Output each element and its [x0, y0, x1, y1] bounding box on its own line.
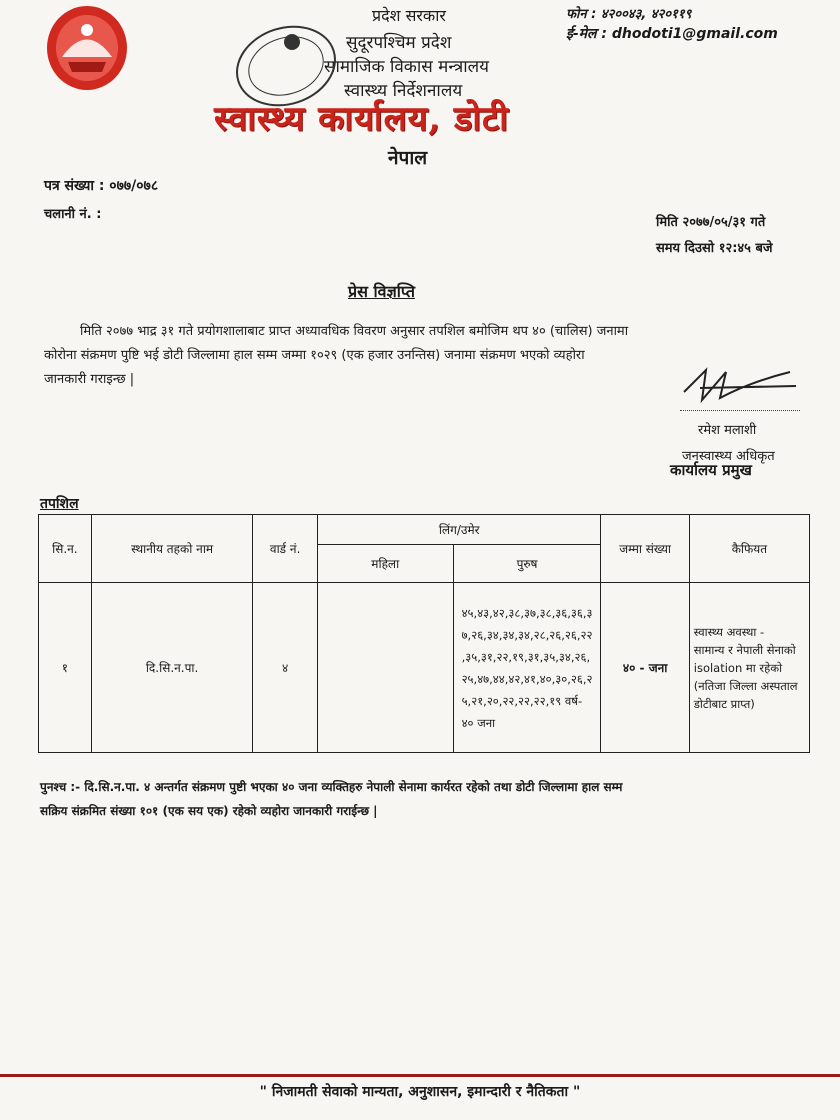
col-header-female: महिला: [317, 545, 453, 583]
table-row: [39, 583, 810, 753]
email-address: ई-मेल : dhodoti1@gmail.com: [566, 26, 778, 42]
col-header-ward: वार्ड नं.: [253, 515, 317, 583]
letterhead-line-directorate: स्वास्थ्य निर्देशनालय: [344, 81, 463, 101]
phone-numbers: फोन : ४२००४३, ४२०११९: [566, 7, 692, 22]
dispatch-number: चलानी नं. :: [44, 207, 102, 222]
signature-line: [680, 410, 800, 411]
remarks-line: डोटीबाट प्राप्त): [693, 696, 755, 711]
letterhead-line-province: सुदूरपश्चिम प्रदेश: [346, 33, 452, 53]
notice-line-2: कोरोना संक्रमण पुष्टि भई डोटी जिल्लामा हाल सम्म जम्मा १०२९ (एक हजार उनन्तिस) जनामा संक्रमण भएको व्यहोरा: [44, 348, 585, 363]
cell-sn: १: [39, 583, 92, 753]
cell-ward: ४: [253, 583, 317, 753]
male-ages-line: ७,२६,३४,३४,३४,२८,२६,२६,२२: [461, 627, 593, 642]
letter-time: समय दिउसो १२:४५ बजे: [656, 241, 773, 256]
cell-local-level: दि.सि.न.पा.: [91, 583, 253, 753]
male-ages-line: ४५,४३,४२,३८,३७,३८,३६,३६,३: [461, 605, 593, 620]
letter-number: पत्र संख्या : ०७७/०७८: [44, 178, 159, 194]
footer-divider: [0, 1074, 840, 1077]
cell-remarks: [689, 583, 809, 753]
col-header-male: पुरुष: [453, 545, 601, 583]
male-ages-line: ४० जना: [461, 715, 496, 730]
infection-details-table: [38, 514, 810, 753]
signatory-designation: जनस्वास्थ्य अधिकृत: [682, 449, 775, 464]
postscript-line-1: पुनश्च :- दि.सि.न.पा. ४ अन्तर्गत संक्रमण पुष्टी भएका ४० जना व्यक्तिहरु नेपाली सेनामा कार्यरत रहेको तथा डोटी जिल्लामा हाल सम्म: [40, 780, 623, 794]
male-ages-line: ५,२१,२०,२२,२२,२२,१९ वर्ष-: [461, 693, 583, 708]
col-header-sn: सि.न.: [39, 515, 92, 583]
signatory-name: रमेश मलाशी: [698, 423, 757, 438]
notice-line-1: मिति २०७७ भाद्र ३१ गते प्रयोगशालाबाट प्राप्त अध्यावधिक विवरण अनुसार तपशिल बमोजिम थप ४० (चालिस) जनामा: [80, 324, 629, 339]
remarks-line: (नतिजा जिल्ला अस्पताल: [693, 678, 798, 693]
remarks-line: सामान्य र नेपाली सेनाको: [693, 642, 796, 657]
cell-total: ४० - जना: [601, 583, 689, 753]
letterhead-line-ministry: सामाजिक विकास मन्त्रालय: [324, 57, 490, 77]
col-header-total: जम्मा संख्या: [601, 515, 689, 583]
cell-female: [317, 583, 453, 753]
nepal-emblem-logo: [44, 2, 130, 94]
table-caption: तपशिल: [40, 496, 79, 512]
male-ages-line: २५,४७,४४,४२,४१,४०,३०,२६,२: [461, 671, 593, 686]
cell-male-ages: [453, 583, 601, 753]
signatory-role: कार्यालय प्रमुख: [670, 461, 752, 479]
remarks-line: isolation मा रहेको: [693, 660, 783, 675]
postscript-line-2: सक्रिय संक्रमित संख्या १०१ (एक सय एक) रहेको व्यहोरा जानकारी गराईन्छ |: [40, 804, 378, 818]
col-header-local-level: स्थानीय तहको नाम: [91, 515, 253, 583]
country-name: नेपाल: [388, 147, 428, 169]
letter-date: मिति २०७७/०५/३१ गते: [656, 215, 766, 230]
office-name-heading: स्वास्थ्य कार्यालय, डोटी: [214, 99, 509, 139]
footer-motto: " निजामती सेवाको मान्यता, अनुशासन, इमान्दारी र नैतिकता ": [259, 1084, 581, 1100]
letterhead-line-govt: प्रदेश सरकार: [372, 6, 446, 25]
col-header-remarks: कैफियत: [689, 515, 809, 583]
notice-line-3: जानकारी गराइन्छ |: [44, 372, 135, 387]
press-release-title: प्रेस विज्ञप्ति: [348, 282, 415, 301]
col-header-gender-age: लिंग/उमेर: [317, 515, 601, 545]
remarks-line: स्वास्थ्य अवस्था -: [693, 624, 765, 639]
handwritten-signature: [680, 362, 800, 412]
male-ages-line: ,३५,३१,२२,१९,३१,३५,३४,२६,: [461, 649, 591, 664]
